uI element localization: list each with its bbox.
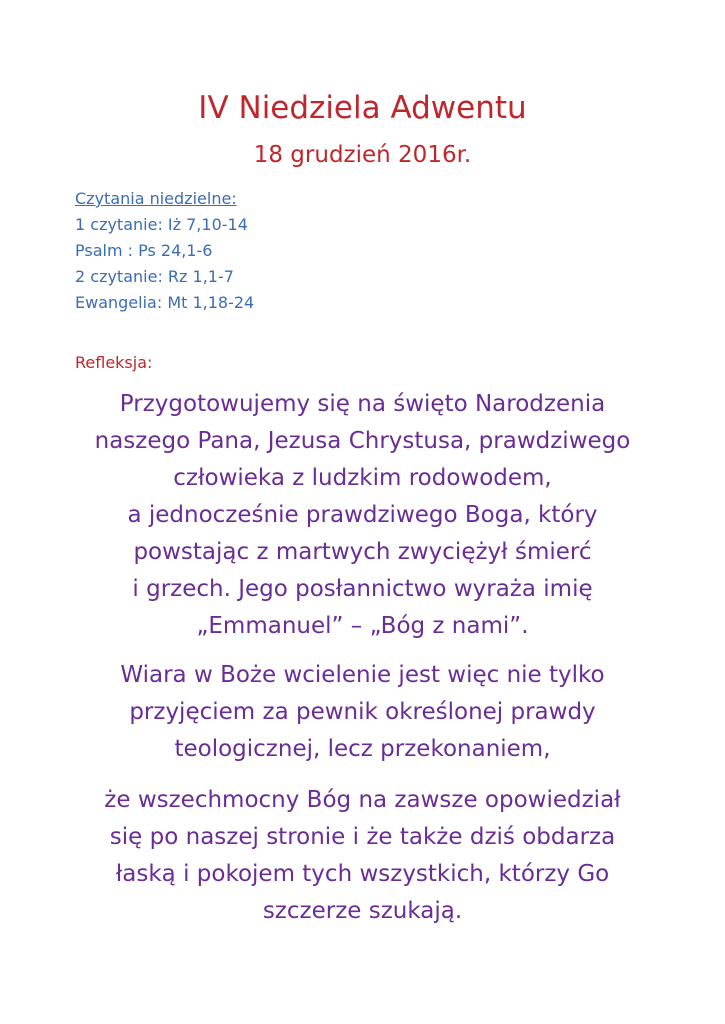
reflection-paragraph-3 <box>50 782 675 930</box>
reading-line: 1 czytanie: Iż 7,10-14 <box>75 215 248 234</box>
reflection-paragraph-1 <box>50 386 675 645</box>
text-line: człowieka z ludzkim rodowodem, <box>173 465 552 491</box>
text-line: Wiara w Boże wcielenie jest więc nie tylko <box>120 662 605 688</box>
text-line: naszego Pana, Jezusa Chrystusa, prawdziwego <box>94 428 631 454</box>
readings-section <box>75 186 254 316</box>
text-line: szczerze szukają. <box>262 898 463 924</box>
readings-heading: Czytania niedzielne: <box>75 189 237 208</box>
reading-line: Ewangelia: Mt 1,18-24 <box>75 293 255 312</box>
reflection-paragraph-2 <box>50 657 675 768</box>
text-line: łaską i pokojem tych wszystkich, którzy Go <box>115 861 610 887</box>
text-line: przyjęciem za pewnik określonej prawdy <box>129 699 596 725</box>
text-line: Przygotowujemy się na święto Narodzenia <box>119 391 606 417</box>
text-line: a jednocześnie prawdziwego Boga, który <box>127 502 598 528</box>
text-line: i grzech. Jego posłannictwo wyraża imię <box>132 576 593 602</box>
reading-line: 2 czytanie: Rz 1,1-7 <box>75 267 234 286</box>
text-line: „Emmanuel” – „Bóg z nami”. <box>196 613 529 639</box>
text-line: się po naszej stronie i że także dziś obdarza <box>109 824 616 850</box>
reflection-label: Refleksja: <box>75 353 153 372</box>
reading-line: Psalm : Ps 24,1-6 <box>75 241 213 260</box>
text-line: powstając z martwych zwyciężył śmierć <box>133 539 592 565</box>
text-line: że wszechmocny Bóg na zawsze opowiedział <box>104 787 621 813</box>
page-date: 18 grudzień 2016r. <box>253 142 472 168</box>
page-title: IV Niedziela Adwentu <box>198 90 527 126</box>
text-line: teologicznej, lecz przekonaniem, <box>174 736 551 762</box>
